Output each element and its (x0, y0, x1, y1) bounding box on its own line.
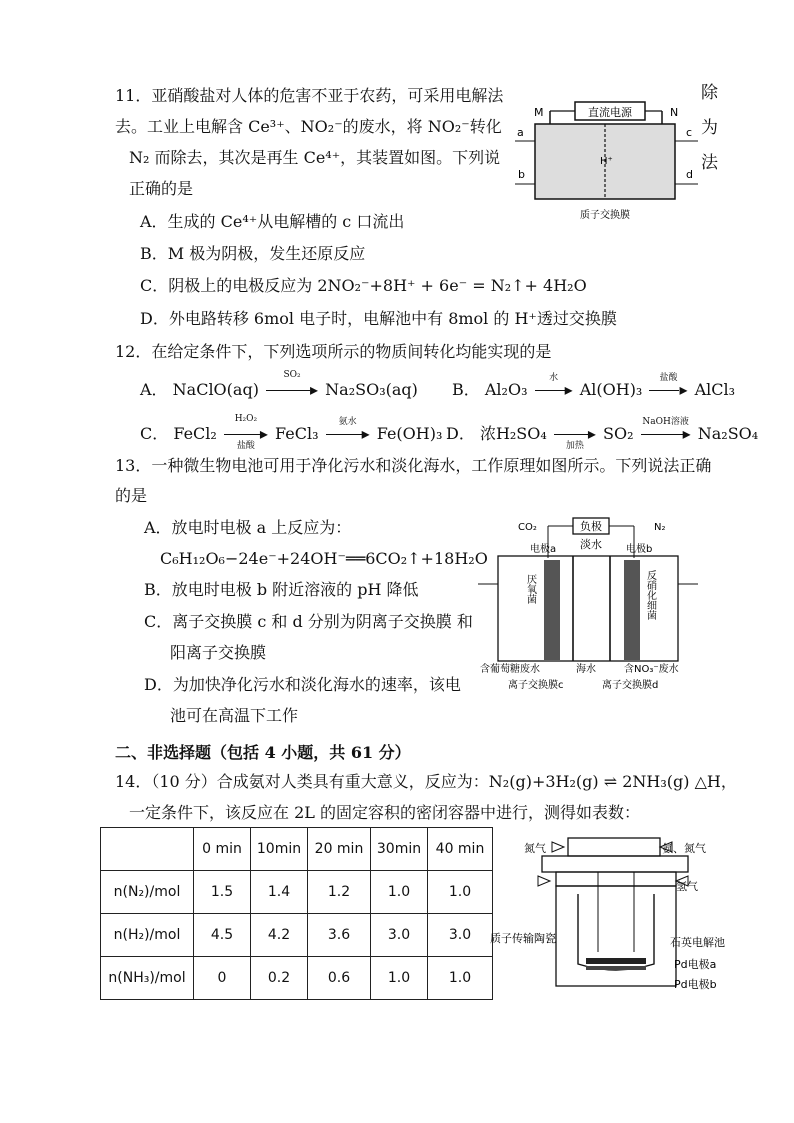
q11-option-c: C．阴极上的电极反应为 2NO₂⁻+8H⁺ + 6e⁻ = N₂↑+ 4H₂O (140, 276, 587, 295)
outer-vessel (556, 886, 676, 986)
q11-side-char-1: 除 (701, 83, 718, 103)
label-a: a (517, 126, 524, 139)
q12-c-s3: Fe(OH)₃ (376, 424, 443, 443)
table-cell: 3.6 (308, 914, 371, 957)
table-cell: 3.0 (371, 914, 428, 957)
table-cell: 3.0 (428, 914, 493, 957)
q12-a-lead: A． (140, 380, 168, 399)
q14-line1: 14．（10 分）合成氨对人类具有重大意义，反应为：N₂(g)+3H₂(g) ⇌ 2NH₃(g) △H， (115, 772, 737, 791)
q13-option-b: B．放电时电极 b 附近溶液的 pH 降低 (144, 580, 419, 599)
quartz-cell-label: 石英电解池 (670, 936, 725, 949)
label-m: M (534, 106, 544, 119)
table-row (101, 871, 493, 914)
fresh-label: 淡水 (580, 538, 602, 551)
q12-d-s2: SO₂ (603, 424, 634, 443)
table-cell: n(NH₃)/mol (101, 957, 194, 1000)
table-row (101, 957, 493, 1000)
inflow-glucose: 含葡萄糖废水 (480, 664, 540, 675)
q13-option-c1: C．离子交换膜 c 和 d 分别为阴离子交换膜 和 (144, 612, 473, 631)
membrane-c-label: 离子交换膜c (508, 680, 564, 691)
q12-b-c1: 水 (549, 373, 559, 383)
q12-d-s1: 浓H₂SO₄ (479, 424, 547, 443)
n2-label: N₂ (654, 522, 666, 533)
q12-a-s1: NaClO(aq) (172, 380, 259, 399)
inflow-nitrate: 含NO₃⁻废水 (624, 664, 679, 675)
table-cell: 1.0 (371, 957, 428, 1000)
anaerobe-label: 厌氧菌 (524, 574, 536, 604)
q12-d-s3: Na₂SO₄ (697, 424, 759, 443)
q13-option-d2: 池可在高温下工作 (170, 706, 299, 725)
table-cell: n(N₂)/mol (101, 871, 194, 914)
q12-c-lead: C． (140, 424, 169, 443)
q12-option-c: C． FeCl₂ H₂O₂ ▸ 盐酸 FeCl₃ 氨水 ▸ Fe(OH)₃ (140, 414, 443, 451)
q12-a-s2: Na₂SO₃(aq) (325, 380, 418, 399)
q11-side-char-3: 法 (701, 153, 718, 173)
q12-c-s1: FeCl₂ (173, 424, 217, 443)
table-header-row (101, 828, 493, 871)
q13-line2: 的是 (115, 486, 148, 505)
electrode-b-label: 电极b (626, 544, 653, 555)
load-label: 负极 (580, 520, 602, 533)
table-cell: 4.5 (194, 914, 251, 957)
electrode-a-label: 电极a (530, 544, 557, 555)
q13-option-d1: D．为加快净化污水和淡化海水的速率，该电 (144, 675, 461, 694)
pd-a-label: Pd电极a (674, 958, 717, 971)
q13-line1: 13．一种微生物电池可用于净化污水和淡化海水，工作原理如图所示。下列说法正确 (115, 456, 712, 475)
q12-option-d: D． 浓H₂SO₄ ▸ 加热 SO₂ NaOH溶液 ▸ Na₂SO₄ (446, 421, 758, 444)
ammonia-cell-figure (490, 832, 730, 1000)
table-header-cell (101, 828, 194, 871)
q13-option-a1: A．放电时电极 a 上反应为： (144, 518, 352, 537)
table-header-cell: 20 min (308, 828, 371, 871)
q13-option-c2: 阳离子交换膜 (170, 643, 267, 662)
data-table (100, 827, 493, 1000)
q12-c-c2: 氨水 (338, 417, 357, 427)
pd-b-label: Pd电极b (674, 978, 717, 991)
table-header-cell: 10min (251, 828, 308, 871)
q12-d-c2: NaOH溶液 (642, 417, 689, 427)
label-n: N (670, 106, 679, 119)
q12-d-c1b: 加热 (565, 441, 584, 451)
denitrify-label: 反硝化细菌 (644, 570, 656, 620)
table-row (101, 914, 493, 957)
q11-option-a: A．生成的 Ce⁴⁺从电解槽的 c 口流出 (140, 212, 405, 231)
table-cell: 1.0 (428, 871, 493, 914)
label-c: c (686, 126, 693, 139)
q12-d-lead: D． (446, 424, 475, 443)
membrane-label: 质子交换膜 (580, 210, 630, 221)
q11-option-b: B．M 极为阴极，发生还原反应 (140, 244, 366, 263)
co2-label: CO₂ (518, 522, 537, 533)
table-header-cell: 30min (371, 828, 428, 871)
q11-line3: N₂ 而除去，其次是再生 Ce⁴⁺，其装置如图。下列说 (129, 148, 501, 167)
q14-line2: 一定条件下，该反应在 2L 的固定容积的密闭容器中进行，测得如表数： (129, 803, 640, 822)
table-cell: n(H₂)/mol (101, 914, 194, 957)
pd-electrode-a (586, 958, 646, 964)
q11-line2: 去。工业上电解含 Ce³⁺、NO₂⁻的废水，将 NO₂⁻转化 (115, 117, 502, 136)
electrode-b (624, 560, 640, 660)
q12-c-c1b: 盐酸 (236, 441, 255, 451)
table-cell: 1.2 (308, 871, 371, 914)
inflow-seawater: 海水 (576, 664, 596, 675)
n2-inlet-label: 氮气 (524, 842, 546, 855)
h2-inlet-label: 氢气 (676, 880, 698, 893)
q12-b-s3: AlCl₃ (694, 380, 736, 399)
table-cell: 0.6 (308, 957, 371, 1000)
table-header-cell: 0 min (194, 828, 251, 871)
q11-side-char-2: 为 (701, 118, 718, 138)
q11-line4: 正确的是 (129, 179, 194, 198)
table-cell: 1.0 (428, 957, 493, 1000)
q12-a-c1: SO₂ (283, 370, 301, 380)
microbial-cell-figure (478, 514, 700, 694)
table-cell: 1.4 (251, 871, 308, 914)
ceramic-label: 质子传输陶瓷 (490, 932, 556, 945)
q12-b-lead: B． (452, 380, 480, 399)
q12-b-s2: Al(OH)₃ (579, 380, 643, 399)
outlet-label: 氨、氮气 (662, 842, 706, 855)
q12-stem: 12．在给定条件下，下列选项所示的物质间转化均能实现的是 (115, 342, 552, 361)
q12-b-c2: 盐酸 (659, 373, 678, 383)
table-cell: 0.2 (251, 957, 308, 1000)
electrolysis-cell-figure (510, 96, 700, 226)
q12-c-s2: FeCl₃ (275, 424, 319, 443)
ion-label: H⁺ (600, 156, 613, 167)
table-header-cell: 40 min (428, 828, 493, 871)
q13-option-a2: C₆H₁₂O₆−24e⁻+24OH⁻══6CO₂↑+18H₂O (160, 549, 488, 568)
table-cell: 1.0 (371, 871, 428, 914)
power-label: 直流电源 (588, 106, 632, 119)
q11-option-d: D．外电路转移 6mol 电子时，电解池中有 8mol 的 H⁺透过交换膜 (140, 309, 617, 328)
membrane-d-label: 离子交换膜d (602, 680, 659, 691)
table-cell: 0 (194, 957, 251, 1000)
q12-option-b: B． Al₂O₃ 水 ▸ Al(OH)₃ 盐酸 ▸ AlCl₃ (452, 377, 735, 400)
table-cell: 4.2 (251, 914, 308, 957)
label-d: d (686, 168, 693, 181)
electrode-a (544, 560, 560, 660)
q12-c-c1: H₂O₂ (234, 414, 258, 424)
q12-b-s1: Al₂O₃ (484, 380, 528, 399)
q11-line1: 11．亚硝酸盐对人体的危害不亚于农药，可采用电解法 (115, 86, 504, 105)
section-two-heading: 二、非选择题（包括 4 小题，共 61 分） (115, 743, 411, 762)
label-b: b (518, 168, 525, 181)
table-cell: 1.5 (194, 871, 251, 914)
pd-electrode-b (586, 966, 646, 970)
q12-option-a: A． NaClO(aq) SO₂ ▸ Na₂SO₃(aq) (140, 370, 418, 399)
